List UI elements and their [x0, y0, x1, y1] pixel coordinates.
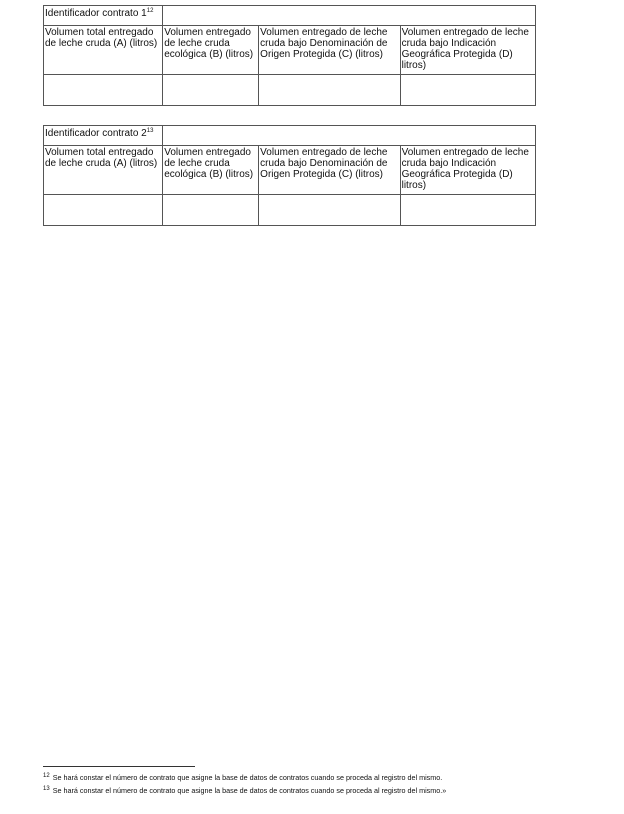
value-row — [44, 75, 536, 106]
value-cell-igp[interactable] — [400, 195, 535, 226]
contract-id-row — [44, 6, 536, 26]
value-cell-dop[interactable] — [259, 75, 400, 106]
footnote-separator — [43, 766, 195, 767]
footnote-number: 12 — [43, 773, 50, 779]
value-cell-ecologica[interactable] — [163, 75, 259, 106]
contract-table-1 — [43, 5, 536, 106]
column-header-total: Volumen total entregado de leche cruda (A) (litros) — [44, 26, 163, 75]
column-header-total: Volumen total entregado de leche cruda (A) (litros) — [44, 146, 163, 195]
value-cell-dop[interactable] — [259, 195, 400, 226]
column-header-igp: Volumen entregado de leche cruda bajo Indicación Geográfica Protegida (D) litros) — [400, 146, 535, 195]
contract-table-2 — [43, 125, 536, 226]
footnote-text: Se hará constar el número de contrato que asigne la base de datos de contratos cuando se proceda al registro del mismo.» — [52, 786, 447, 795]
contract-id-row — [44, 126, 536, 146]
footnote-12 — [43, 773, 442, 782]
column-header-ecologica: Volumen entregado de leche cruda ecológica (B) (litros) — [163, 146, 259, 195]
value-row — [44, 195, 536, 226]
column-header-row — [44, 26, 536, 75]
footnote-13 — [43, 786, 446, 795]
contract-id-value-cell[interactable] — [163, 126, 536, 146]
footnote-ref: 13 — [146, 128, 154, 134]
value-cell-total[interactable] — [44, 195, 163, 226]
column-header-dop: Volumen entregado de leche cruda bajo Denominación de Origen Protegida (C) (litros) — [259, 26, 400, 75]
footnote-text: Se hará constar el número de contrato que asigne la base de datos de contratos cuando se proceda al registro del mismo. — [52, 773, 443, 782]
value-cell-igp[interactable] — [400, 75, 535, 106]
value-cell-total[interactable] — [44, 75, 163, 106]
column-header-dop: Volumen entregado de leche cruda bajo Denominación de Origen Protegida (C) (litros) — [259, 146, 400, 195]
contract-id-label: Identificador contrato $1^{12}$ — [44, 6, 163, 26]
column-header-row — [44, 146, 536, 195]
column-header-igp: Volumen entregado de leche cruda bajo Indicación Geográfica Protegida (D) litros) — [400, 26, 535, 75]
footnote-ref: 12 — [146, 8, 154, 14]
contract-id-value-cell[interactable] — [163, 6, 536, 26]
column-header-ecologica: Volumen entregado de leche cruda ecológica (B) (litros) — [163, 26, 259, 75]
footnote-number: 13 — [43, 786, 50, 792]
contract-id-label: Identificador contrato $2^{13}$ — [44, 126, 163, 146]
value-cell-ecologica[interactable] — [163, 195, 259, 226]
